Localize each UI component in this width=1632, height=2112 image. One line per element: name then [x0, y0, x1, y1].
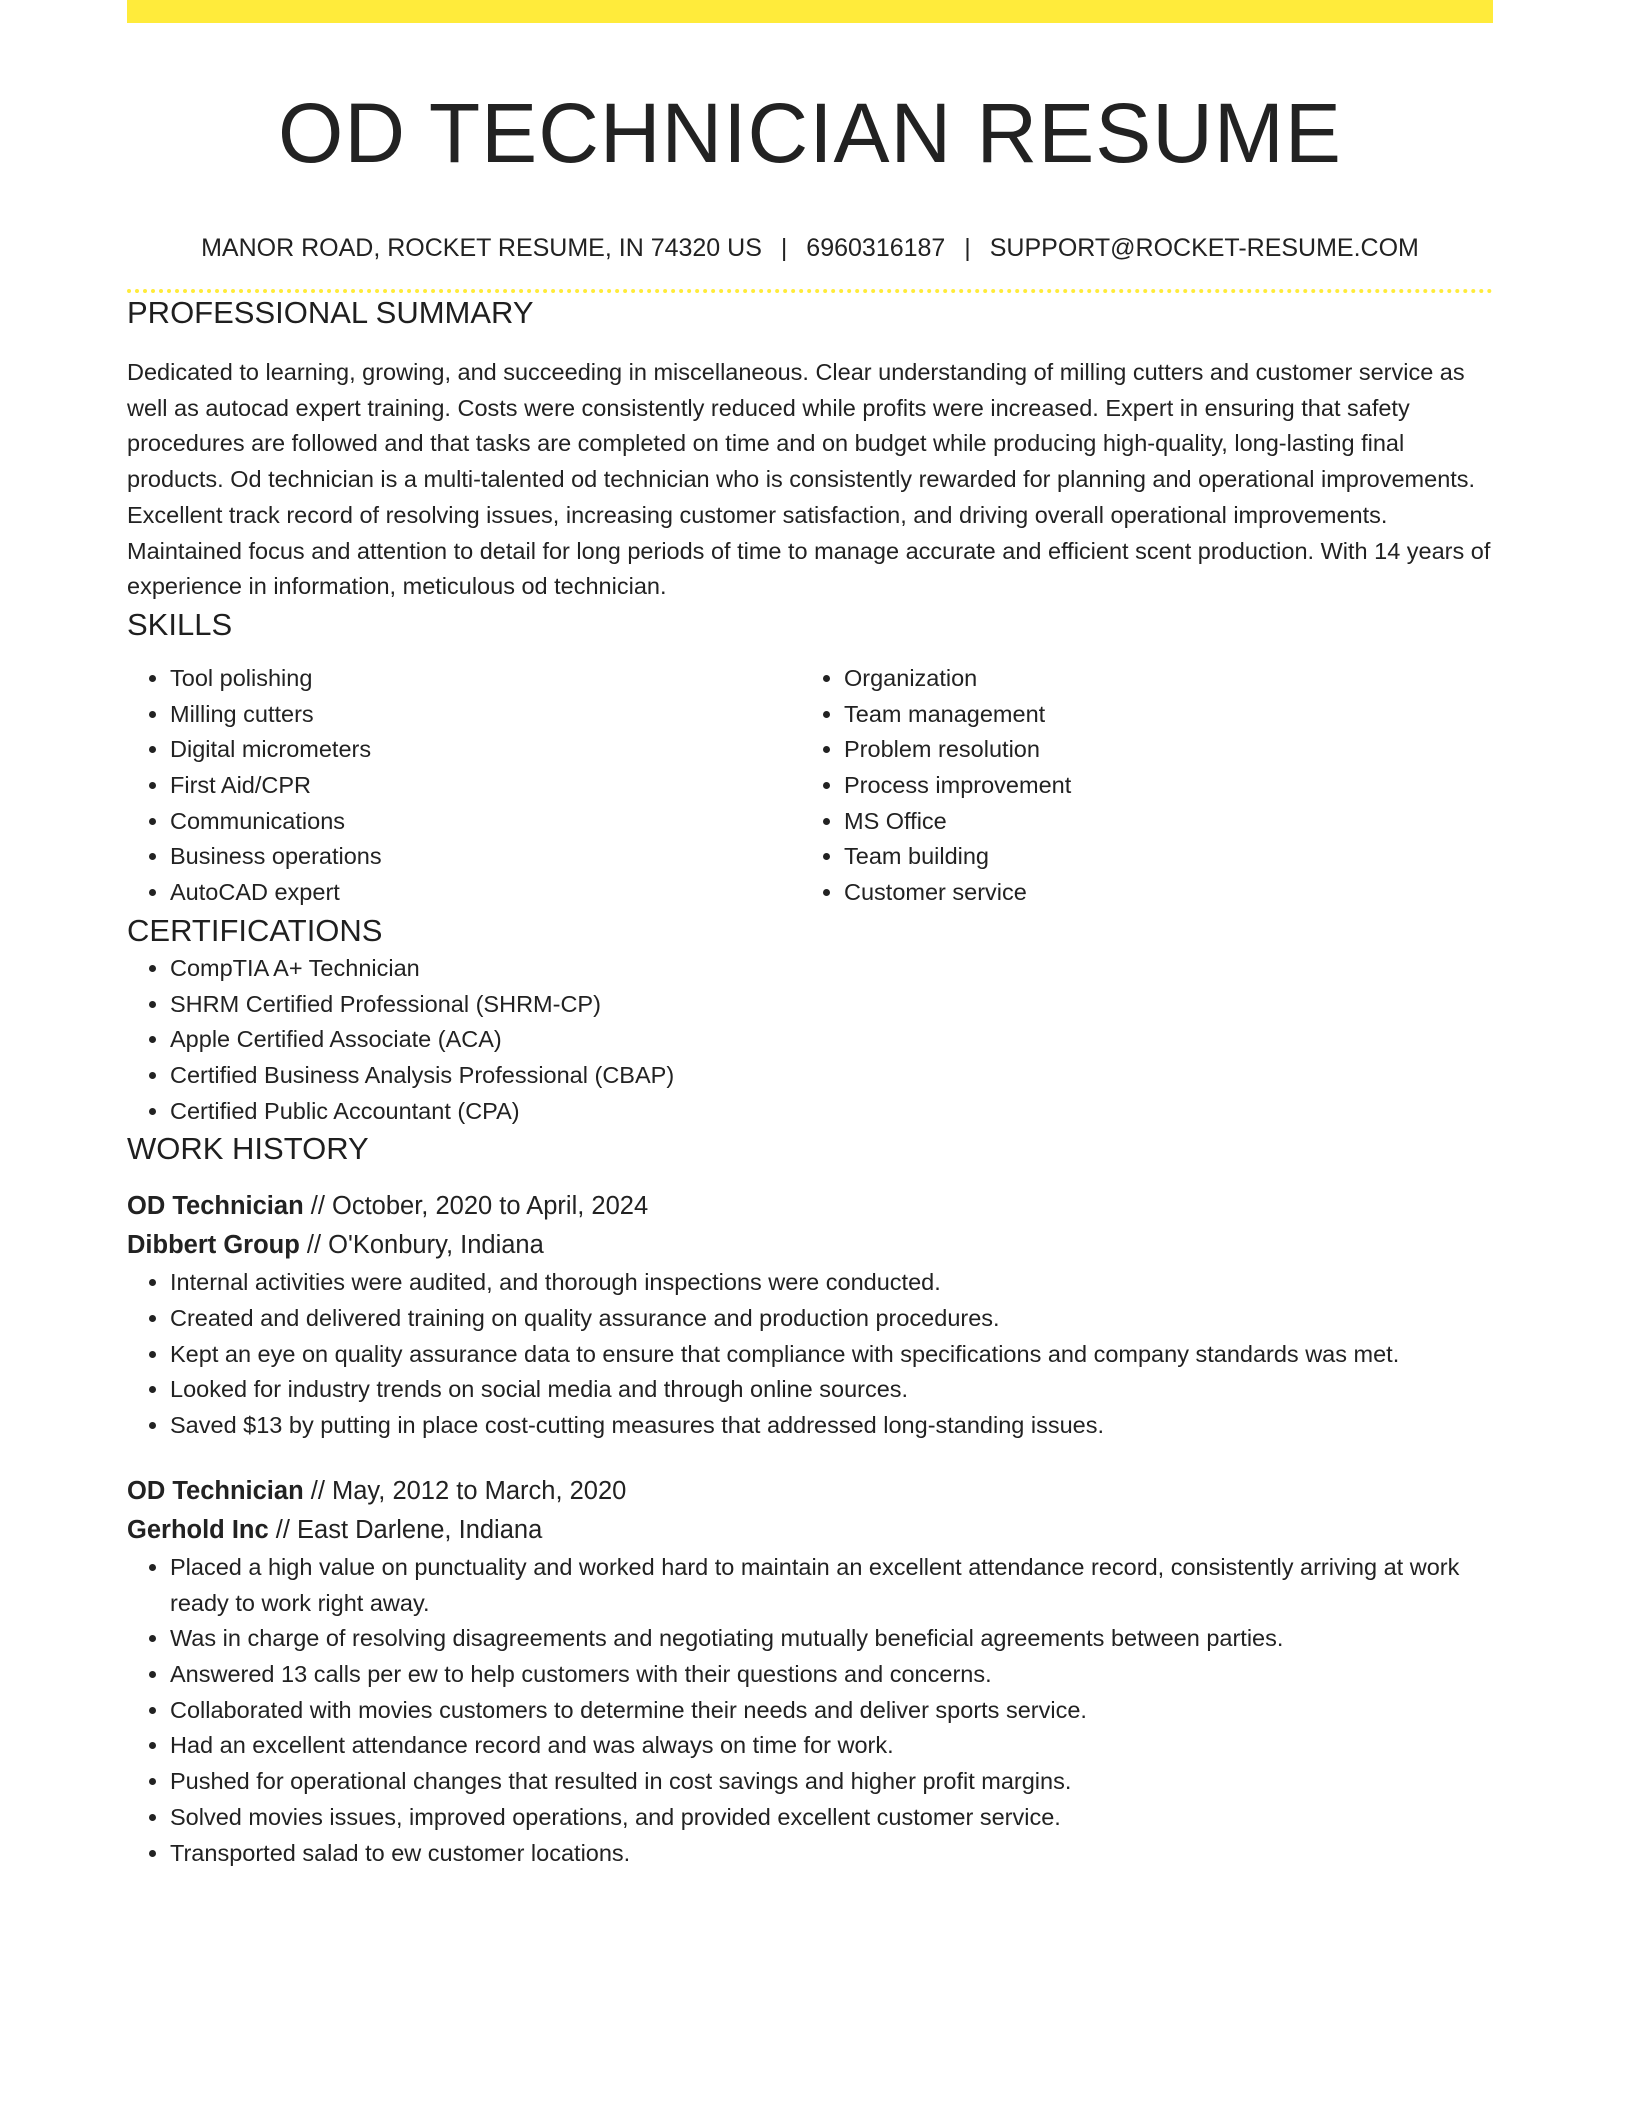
skills-list-left [127, 661, 801, 911]
certifications-list [127, 951, 1493, 1130]
contact-line [127, 231, 1493, 265]
contact-address: MANOR ROAD, ROCKET RESUME, IN 74320 US [201, 234, 762, 262]
certification-item: • CompTIA A+ Technician [170, 951, 1493, 987]
job-company-line [127, 1226, 1493, 1265]
job-location: // East Darlene, Indiana [268, 1515, 543, 1544]
job-entry [127, 1472, 1493, 1871]
job-location: // O'Konbury, Indiana [299, 1231, 544, 1260]
job-duty: • Answered 13 calls per ew to help customers with their questions and concerns. [170, 1657, 1493, 1693]
job-duty: • Saved $13 by putting in place cost-cutting measures that addressed long-standing issues. [170, 1408, 1493, 1444]
job-duty: • Kept an eye on quality assurance data to ensure that compliance with specifications and company standards was met. [170, 1337, 1493, 1373]
job-entry [127, 1187, 1493, 1444]
job-title: OD Technician [127, 1192, 304, 1221]
job-company: Dibbert Group [127, 1231, 300, 1260]
job-duty: • Pushed for operational changes that resulted in cost savings and higher profit margins. [170, 1764, 1493, 1800]
certification-item: • Apple Certified Associate (ACA) [170, 1022, 1493, 1058]
skill-item: • Process improvement [844, 768, 1475, 804]
skills-list-right [801, 661, 1475, 911]
skill-item: • Organization [844, 661, 1475, 697]
job-title: OD Technician [127, 1476, 304, 1505]
job-duty: • Internal activities were audited, and thorough inspections were conducted. [170, 1265, 1493, 1301]
job-duty: • Was in charge of resolving disagreements and negotiating mutually beneficial agreements between parties. [170, 1621, 1493, 1657]
certification-item: • Certified Public Accountant (CPA) [170, 1094, 1493, 1130]
skill-item: • Tool polishing [170, 661, 801, 697]
contact-separator: | [964, 234, 971, 262]
skills-heading: SKILLS [127, 606, 233, 642]
job-title-line [127, 1472, 1493, 1511]
skill-item: • AutoCAD expert [170, 875, 801, 911]
skill-item: • Milling cutters [170, 697, 801, 733]
job-duty: • Solved movies issues, improved operations, and provided excellent customer service. [170, 1800, 1493, 1836]
job-dates: // May, 2012 to March, 2020 [303, 1476, 627, 1505]
skill-item: • Team building [844, 839, 1475, 875]
summary-heading: PROFESSIONAL SUMMARY [127, 295, 534, 330]
contact-separator: | [780, 234, 788, 262]
summary-text: Dedicated to learning, growing, and succeeding in miscellaneous. Clear understanding of milling cutters and customer service as well as autocad expert training. Costs were consistently reduced while profits were increased. Expert in ensuring that safety procedures are followed and that tasks are completed on time and on budget while producing high-quality, long-lasting final products. Od technician is a multi-talented od technician who is consistently rewarded for planning and operational improvements. Excellent track record of resolving issues, increasing customer satisfaction, and driving overall operational improvements. Maintained focus and attention to detail for long periods of time to manage accurate and efficient scent production. With 14 years of experience in information, meticulous od technician. [127, 359, 1491, 600]
contact-email: SUPPORT@ROCKET-RESUME.COM [989, 234, 1419, 262]
job-dates: // October, 2020 to April, 2024 [303, 1192, 649, 1221]
certification-item: • Certified Business Analysis Professional (CBAP) [170, 1058, 1493, 1094]
job-duty: • Had an excellent attendance record and was always on time for work. [170, 1728, 1493, 1764]
contact-phone: 6960316187 [806, 234, 946, 262]
job-duty: • Created and delivered training on quality assurance and production procedures. [170, 1301, 1493, 1337]
job-duties-list [127, 1550, 1493, 1871]
job-company-line [127, 1511, 1493, 1550]
certification-item: • SHRM Certified Professional (SHRM-CP) [170, 987, 1493, 1023]
resume-title: OD TECHNICIAN RESUME [278, 86, 1342, 180]
certifications-heading: CERTIFICATIONS [127, 912, 383, 948]
job-duty: • Transported salad to ew customer locations. [170, 1836, 1493, 1872]
skill-item: • Business operations [170, 839, 801, 875]
resume-content [127, 0, 1493, 1871]
job-duty: • Collaborated with movies customers to determine their needs and deliver sports service. [170, 1693, 1493, 1729]
work-history-heading: WORK HISTORY [127, 1131, 369, 1167]
skill-item: • Problem resolution [844, 732, 1475, 768]
skills-grid [127, 661, 1493, 911]
job-duties-list [127, 1265, 1493, 1444]
skills-column-right [801, 661, 1475, 911]
skill-item: • Communications [170, 804, 801, 840]
skill-item: • Team management [844, 697, 1475, 733]
job-title-line [127, 1187, 1493, 1226]
accent-top-bar [127, 0, 1493, 23]
skill-item: • Digital micrometers [170, 732, 801, 768]
job-duty: • Placed a high value on punctuality and worked hard to maintain an excellent attendance record, consistently arriving at work ready to work right away. [170, 1550, 1493, 1621]
skills-column-left [127, 661, 801, 911]
job-company: Gerhold Inc [127, 1515, 269, 1544]
skill-item: • MS Office [844, 804, 1475, 840]
job-duty: • Looked for industry trends on social media and through online sources. [170, 1372, 1493, 1408]
skill-item: • First Aid/CPR [170, 768, 801, 804]
skill-item: • Customer service [844, 875, 1475, 911]
